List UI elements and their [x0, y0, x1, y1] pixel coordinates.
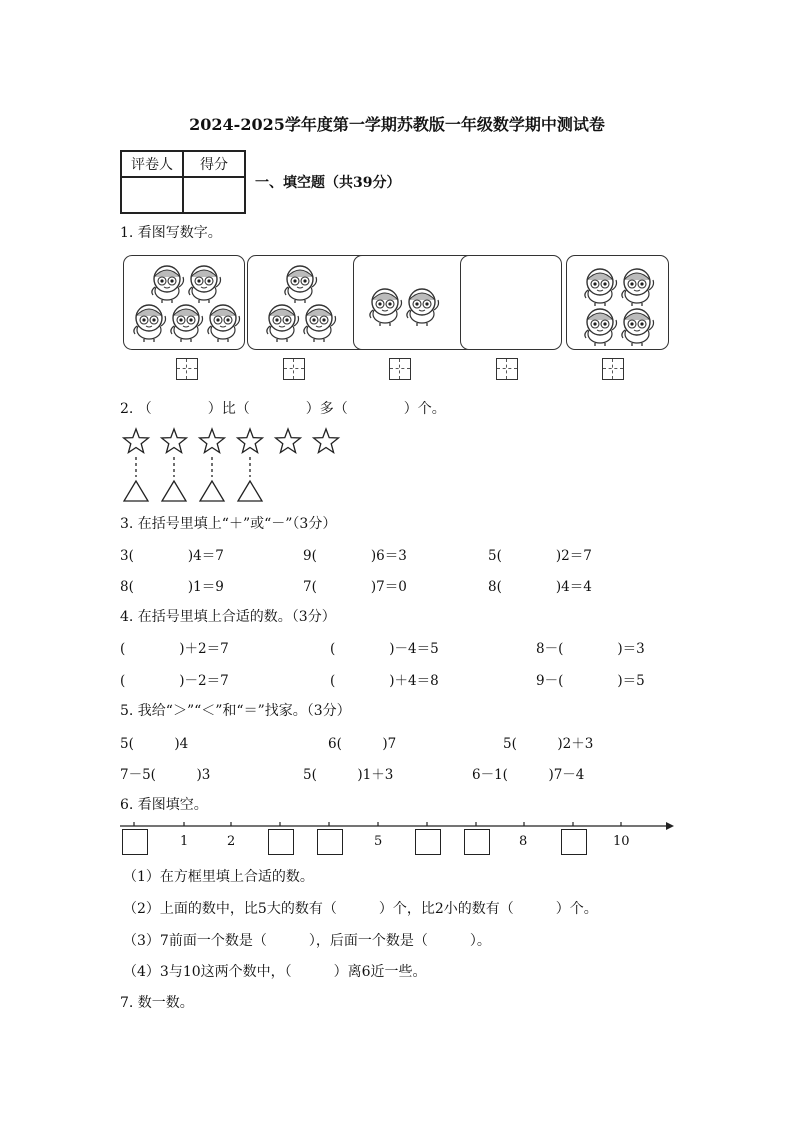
star-icon: [200, 429, 225, 453]
q3-item-2[interactable]: 9( )6＝3: [303, 548, 407, 564]
mascot-icon: [152, 266, 184, 303]
grader-header: 评卷人: [121, 151, 183, 177]
score-table: [120, 150, 246, 214]
q3-item-6[interactable]: 8( )4＝4: [488, 579, 592, 595]
q4-item-5[interactable]: ( )＋4＝8: [330, 673, 439, 689]
number-box-4[interactable]: [317, 829, 343, 855]
star-icon: [276, 429, 301, 453]
mascot-icon: [285, 266, 317, 303]
mascot-icon: [585, 309, 617, 346]
number-box-0[interactable]: [122, 829, 148, 855]
star-icon: [124, 429, 149, 453]
mascot-icon: [134, 305, 166, 342]
q3-item-4[interactable]: 8( )1＝9: [120, 579, 224, 595]
q5-item-4[interactable]: 7－5( )3: [120, 767, 211, 783]
mascot-icon: [370, 289, 402, 326]
q6-label: 6. 看图填空。: [120, 797, 208, 813]
tick-label-5: 5: [374, 834, 383, 849]
answer-grid-3[interactable]: [389, 358, 411, 380]
page-title: 2024-2025学年度第一学期苏教版一年级数学期中测试卷: [189, 115, 605, 134]
picture-box-1: [123, 255, 245, 350]
number-box-7[interactable]: [464, 829, 490, 855]
mascot-icon: [585, 269, 617, 306]
star-icon: [162, 429, 187, 453]
score-cell[interactable]: [183, 177, 245, 213]
tick-label-10: 10: [613, 834, 630, 849]
q3-item-1[interactable]: 3( )4＝7: [120, 548, 224, 564]
q7-label: 7. 数一数。: [120, 995, 194, 1011]
answer-grid-2[interactable]: [283, 358, 305, 380]
q1-label: 1. 看图写数字。: [120, 225, 222, 241]
q4-item-6[interactable]: 9－( )＝5: [536, 673, 645, 689]
mascot-icon: [267, 305, 299, 342]
triangle-icon: [238, 481, 262, 501]
picture-box-5: [566, 255, 669, 350]
star-icon: [314, 429, 339, 453]
q3-label: 3. 在括号里填上“＋”或“－”（3分）: [120, 516, 337, 532]
q5-item-5[interactable]: 5( )1＋3: [303, 767, 394, 783]
section-title: 一、填空题（共39分）: [255, 175, 401, 191]
tick-label-2: 2: [227, 834, 236, 849]
star-triangle-figure: [118, 425, 348, 505]
number-line: [118, 818, 678, 838]
answer-grid-1[interactable]: [176, 358, 198, 380]
grader-cell[interactable]: [121, 177, 183, 213]
q4-item-4[interactable]: ( )－2＝7: [120, 673, 229, 689]
picture-box-3: [353, 255, 475, 350]
triangle-icon: [124, 481, 148, 501]
mascot-group-5: [567, 256, 668, 349]
number-box-6[interactable]: [415, 829, 441, 855]
q4-item-3[interactable]: 8－( )＝3: [536, 641, 645, 657]
q3-item-5[interactable]: 7( )7＝0: [303, 579, 407, 595]
mascot-group-2: [248, 256, 368, 349]
star-icon: [238, 429, 263, 453]
tick-label-8: 8: [519, 834, 528, 849]
mascot-group-1: [124, 256, 244, 349]
mascot-icon: [622, 309, 654, 346]
mascot-icon: [622, 269, 654, 306]
picture-box-2: [247, 255, 369, 350]
number-box-3[interactable]: [268, 829, 294, 855]
mascot-icon: [407, 289, 439, 326]
answer-grid-4[interactable]: [496, 358, 518, 380]
mascot-icon: [171, 305, 203, 342]
mascot-icon: [208, 305, 240, 342]
q6-sub-3[interactable]: （3）7前面一个数是（ ），后面一个数是（ ）。: [123, 933, 491, 949]
q5-item-3[interactable]: 5( )2＋3: [503, 736, 594, 752]
q5-item-2[interactable]: 6( )7: [328, 736, 397, 752]
mascot-group-3: [354, 256, 454, 349]
q5-label: 5. 我给“＞”“＜”和“＝”找家。（3分）: [120, 703, 351, 719]
mascot-icon: [189, 266, 221, 303]
number-box-9[interactable]: [561, 829, 587, 855]
q6-sub-4[interactable]: （4）3与10这两个数中，（ ）离6近一些。: [123, 964, 427, 980]
mascot-icon: [304, 305, 336, 342]
triangle-icon: [162, 481, 186, 501]
q3-item-3[interactable]: 5( )2＝7: [488, 548, 592, 564]
q5-item-1[interactable]: 5( )4: [120, 736, 189, 752]
q6-sub-1: （1）在方框里填上合适的数。: [123, 869, 314, 885]
answer-grid-5[interactable]: [602, 358, 624, 380]
score-header: 得分: [183, 151, 245, 177]
q5-item-6[interactable]: 6－1( )7－4: [472, 767, 585, 783]
q4-item-2[interactable]: ( )－4＝5: [330, 641, 439, 657]
q6-sub-2[interactable]: （2）上面的数中，比5大的数有（ ）个，比2小的数有（ ）个。: [123, 901, 598, 917]
q2-label: 2. （ ）比（ ）多（ ）个。: [120, 401, 446, 417]
triangle-icon: [200, 481, 224, 501]
tick-label-1: 1: [180, 834, 189, 849]
q4-item-1[interactable]: ( )＋2＝7: [120, 641, 229, 657]
picture-box-4: [460, 255, 562, 350]
q4-label: 4. 在括号里填上合适的数。（3分）: [120, 609, 336, 625]
